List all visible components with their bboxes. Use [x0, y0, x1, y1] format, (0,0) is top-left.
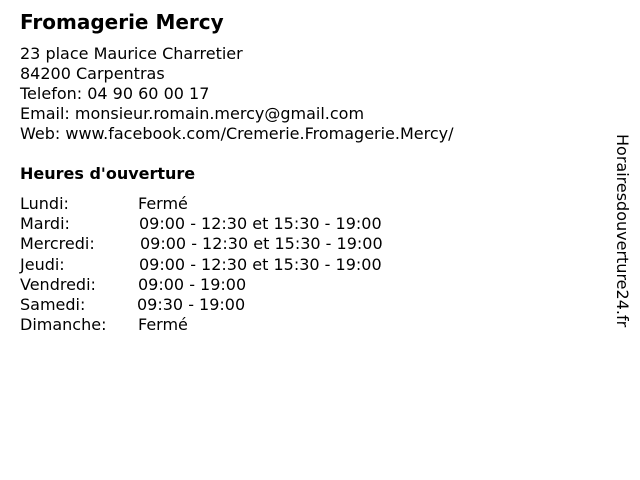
- day-hours: 09:30 - 19:00: [137, 294, 246, 314]
- day-hours: 09:00 - 12:30 et 15:30 - 19:00: [139, 254, 382, 274]
- day-label: Dimanche:: [20, 315, 107, 335]
- day-hours: 09:00 - 12:30 et 15:30 - 19:00: [140, 234, 383, 254]
- address-line1: 23 place Maurice Charretier: [20, 44, 243, 63]
- day-hours: 09:00 - 19:00: [138, 274, 247, 294]
- day-label: Samedi:: [20, 294, 86, 314]
- day-hours: Fermé: [138, 315, 188, 335]
- address-line2: 84200 Carpentras: [20, 64, 165, 83]
- day-hours: 09:00 - 12:30 et 15:30 - 19:00: [139, 214, 382, 234]
- day-label: Jeudi:: [20, 254, 65, 274]
- business-name: Fromagerie Mercy: [20, 10, 224, 34]
- day-label: Vendredi:: [20, 274, 96, 294]
- site-watermark: Horairesdouverture24.fr: [613, 134, 632, 328]
- website-link[interactable]: Web: www.facebook.com/Cremerie.Fromagerie.Mercy/: [20, 124, 454, 143]
- day-hours: Fermé: [138, 194, 188, 213]
- contact-info: [20, 44, 454, 144]
- day-label: Lundi:: [20, 194, 69, 213]
- day-label: Mercredi:: [20, 234, 95, 254]
- phone-number[interactable]: Telefon: 04 90 60 00 17: [20, 84, 210, 103]
- day-label: Mardi:: [20, 214, 70, 234]
- email-address[interactable]: Email: monsieur.romain.mercy@gmail.com: [20, 104, 365, 123]
- opening-hours-heading: Heures d'ouverture: [20, 164, 196, 183]
